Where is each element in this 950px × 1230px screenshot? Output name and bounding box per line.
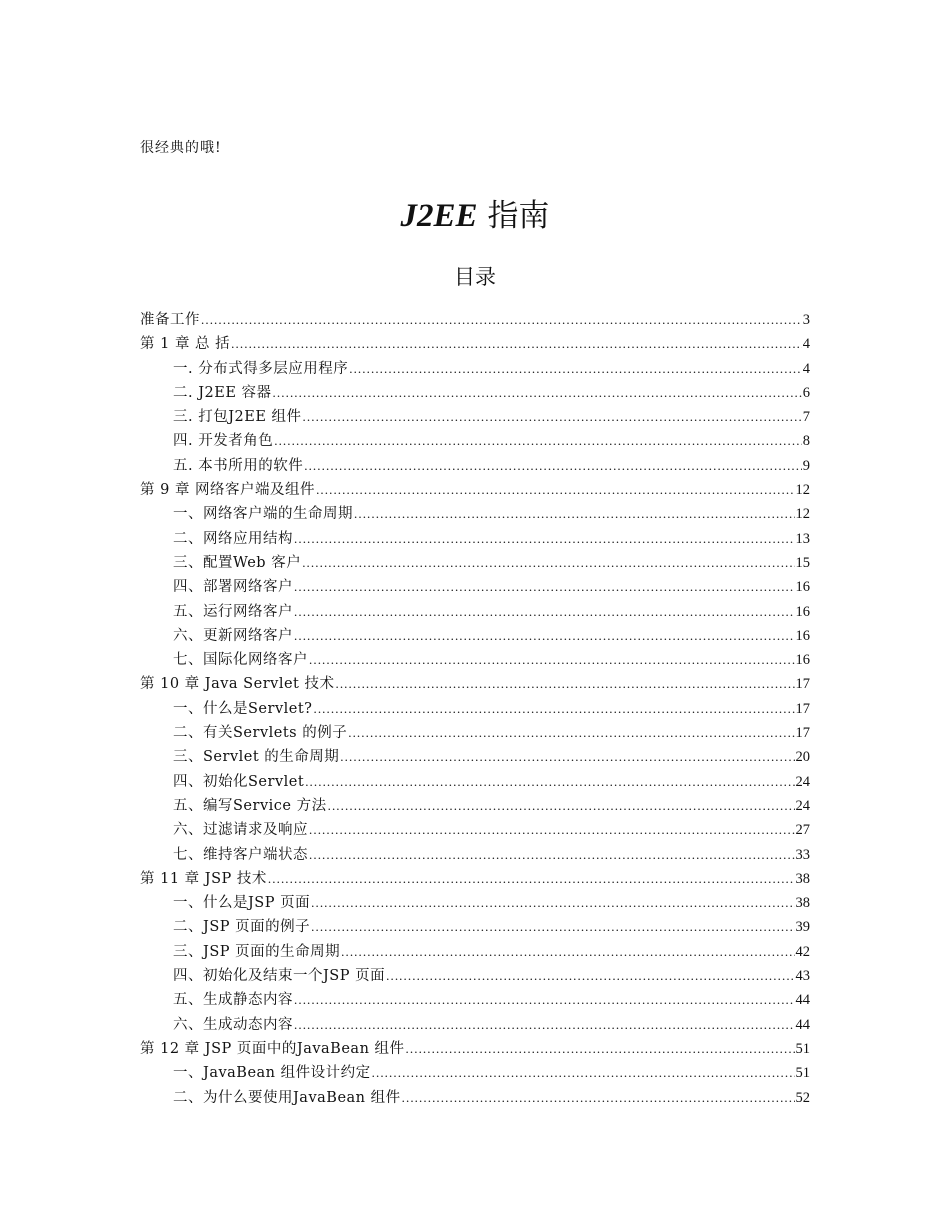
toc-section-entry[interactable] — [140, 1061, 810, 1085]
toc-leader-dots — [294, 628, 795, 644]
toc-leader-dots — [201, 312, 802, 328]
toc-leader-dots — [304, 458, 802, 474]
toc-entry-label: 二、JSP 页面的例子 — [173, 919, 311, 936]
toc-leader-dots — [268, 871, 795, 887]
toc-page-number: 27 — [795, 822, 810, 839]
toc-page-number: 24 — [795, 797, 810, 814]
toc-page-number: 17 — [795, 700, 810, 717]
toc-section-entry[interactable] — [140, 745, 810, 769]
toc-entry-label: 六、生成动态内容 — [173, 1016, 293, 1033]
toc-entry-label: 一、什么是Servlet? — [173, 700, 313, 717]
toc-leader-dots — [386, 968, 794, 984]
toc-entry-label: 七、维持客户端状态 — [173, 846, 308, 863]
toc-entry-label: 三、配置Web 客户 — [173, 554, 302, 571]
toc-heading: 目录 — [454, 265, 496, 289]
toc-leader-dots — [309, 822, 795, 838]
toc-entry-label: 六、更新网络客户 — [173, 627, 293, 644]
toc-leader-dots — [316, 482, 794, 498]
toc-entry-label: 一、JavaBean 组件设计约定 — [173, 1065, 371, 1082]
toc-page-number: 3 — [802, 312, 810, 328]
toc-leader-dots — [294, 531, 795, 547]
toc-page-number: 16 — [795, 652, 810, 669]
toc-page-number: 6 — [802, 384, 810, 401]
toc-section-entry[interactable] — [140, 988, 810, 1012]
toc-leader-dots — [372, 1065, 795, 1081]
toc-page-number: 9 — [802, 457, 810, 474]
toc-entry-label: 第 12 章 JSP 页面中的JavaBean 组件 — [140, 1040, 405, 1057]
toc-section-entry[interactable] — [140, 381, 810, 405]
toc-leader-dots — [311, 919, 794, 935]
toc-entry-label: 五、编写Service 方法 — [173, 797, 327, 814]
toc-section-entry[interactable] — [140, 770, 810, 794]
toc-entry-label: 四、初始化Servlet — [173, 773, 305, 790]
toc-leader-dots — [354, 506, 795, 522]
toc-entry-label: 四. 开发者角色 — [173, 433, 274, 450]
toc-leader-dots — [406, 1041, 795, 1057]
toc-section-entry[interactable] — [140, 721, 810, 745]
toc-entry-label: 一. 分布式得多层应用程序 — [173, 360, 349, 377]
toc-section-entry[interactable] — [140, 794, 810, 818]
toc-entry-label: 二、网络应用结构 — [173, 530, 293, 547]
toc-leader-dots — [348, 725, 794, 741]
toc-entry-label: 五、运行网络客户 — [173, 603, 293, 620]
toc-page-number: 7 — [802, 409, 810, 426]
toc-chapter-entry[interactable] — [140, 332, 810, 356]
toc-leader-dots — [341, 944, 794, 960]
toc-leader-dots — [302, 555, 794, 571]
toc-page-number: 52 — [795, 1089, 810, 1106]
toc-section-entry[interactable] — [140, 405, 810, 429]
toc-entry-label: 五、生成静态内容 — [173, 992, 293, 1009]
toc-leader-dots — [328, 798, 795, 814]
toc-leader-dots — [231, 336, 802, 352]
toc-page-number: 33 — [795, 846, 810, 863]
toc-entry-label: 第 9 章 网络客户端及组件 — [140, 482, 316, 499]
toc-page-number: 16 — [795, 603, 810, 620]
toc-leader-dots — [313, 701, 794, 717]
toc-section-entry[interactable] — [140, 624, 810, 648]
toc-section-entry[interactable] — [140, 1013, 810, 1037]
toc-entry-label: 一、网络客户端的生命周期 — [173, 506, 353, 523]
toc-chapter-entry[interactable] — [140, 672, 810, 696]
toc-entry-label: 三、Servlet 的生命周期 — [173, 749, 340, 766]
toc-page-number: 15 — [795, 554, 810, 571]
toc-page-number: 8 — [802, 433, 810, 450]
toc-section-entry[interactable] — [140, 600, 810, 624]
toc-entry-label: 准备工作 — [140, 312, 200, 328]
toc-leader-dots — [273, 385, 802, 401]
toc-entry-label: 二. J2EE 容器 — [173, 384, 272, 401]
toc-leader-dots — [294, 579, 795, 595]
toc-leader-dots — [335, 676, 794, 692]
toc-section-entry[interactable] — [140, 964, 810, 988]
toc-page-number: 38 — [795, 895, 810, 912]
toc-entry-label: 七、国际化网络客户 — [173, 652, 308, 669]
toc-entry-label: 四、初始化及结束一个JSP 页面 — [173, 968, 386, 985]
toc-page-number: 44 — [795, 1016, 810, 1033]
toc-entry-label: 第 11 章 JSP 技术 — [140, 870, 267, 887]
toc-leader-dots — [309, 847, 795, 863]
toc-entry-label: 六、过滤请求及响应 — [173, 822, 308, 839]
toc-section-entry[interactable] — [140, 502, 810, 526]
toc-page-number: 16 — [795, 579, 810, 596]
toc-leader-dots — [402, 1090, 795, 1106]
toc-section-entry[interactable] — [140, 940, 810, 964]
toc-chapter-entry[interactable] — [140, 1037, 810, 1061]
toc-page-number: 51 — [795, 1040, 810, 1057]
toc-section-entry[interactable] — [140, 575, 810, 599]
toc-chapter-entry[interactable] — [140, 308, 810, 332]
toc-leader-dots — [309, 652, 795, 668]
toc-leader-dots — [294, 992, 795, 1008]
toc-chapter-entry[interactable] — [140, 478, 810, 502]
toc-entry-label: 三. 打包J2EE 组件 — [173, 409, 302, 426]
document-title — [0, 196, 950, 236]
toc-page-number: 17 — [795, 725, 810, 742]
toc-page-number: 42 — [795, 943, 810, 960]
toc-leader-dots — [294, 604, 795, 620]
table-of-contents — [140, 308, 810, 1110]
toc-section-entry[interactable] — [140, 843, 810, 867]
toc-section-entry[interactable] — [140, 527, 810, 551]
document-title-latin: J2EE — [400, 198, 478, 234]
toc-section-entry[interactable] — [140, 357, 810, 381]
toc-leader-dots — [305, 774, 794, 790]
toc-entry-label: 第 10 章 Java Servlet 技术 — [140, 676, 335, 693]
toc-chapter-entry[interactable] — [140, 867, 810, 891]
toc-page-number: 38 — [795, 870, 810, 887]
toc-leader-dots — [303, 409, 802, 425]
toc-leader-dots — [311, 895, 794, 911]
toc-entry-label: 五. 本书所用的软件 — [173, 457, 304, 474]
toc-leader-dots — [294, 1017, 795, 1033]
toc-page-number: 44 — [795, 992, 810, 1009]
toc-page-number: 20 — [795, 749, 810, 766]
toc-section-entry[interactable] — [140, 915, 810, 939]
toc-section-entry[interactable] — [140, 454, 810, 478]
toc-section-entry[interactable] — [140, 818, 810, 842]
toc-section-entry[interactable] — [140, 648, 810, 672]
toc-entry-label: 第 1 章 总 括 — [140, 336, 231, 353]
toc-page-number: 4 — [802, 360, 810, 377]
header-note: 很经典的哦! — [140, 140, 222, 156]
toc-section-entry[interactable] — [140, 551, 810, 575]
toc-page-number: 17 — [795, 676, 810, 693]
toc-page-number: 4 — [802, 336, 810, 353]
toc-leader-dots — [349, 361, 802, 377]
toc-page-number: 13 — [795, 530, 810, 547]
toc-section-entry[interactable] — [140, 697, 810, 721]
toc-entry-label: 二、有关Servlets 的例子 — [173, 725, 348, 742]
toc-page-number: 39 — [795, 919, 810, 936]
toc-page-number: 12 — [795, 506, 810, 523]
toc-entry-label: 一、什么是JSP 页面 — [173, 895, 311, 912]
toc-section-entry[interactable] — [140, 891, 810, 915]
toc-entry-label: 三、JSP 页面的生命周期 — [173, 943, 341, 960]
toc-page-number: 43 — [795, 968, 810, 985]
toc-page-number: 12 — [795, 482, 810, 499]
document-title-cjk: 指南 — [487, 198, 550, 234]
toc-section-entry[interactable] — [140, 1086, 810, 1110]
toc-leader-dots — [274, 433, 802, 449]
toc-entry-label: 四、部署网络客户 — [173, 579, 293, 596]
toc-page-number: 51 — [795, 1065, 810, 1082]
toc-entry-label: 二、为什么要使用JavaBean 组件 — [173, 1089, 401, 1106]
toc-section-entry[interactable] — [140, 429, 810, 453]
toc-page-number: 24 — [795, 773, 810, 790]
toc-leader-dots — [340, 749, 794, 765]
toc-page-number: 16 — [795, 627, 810, 644]
